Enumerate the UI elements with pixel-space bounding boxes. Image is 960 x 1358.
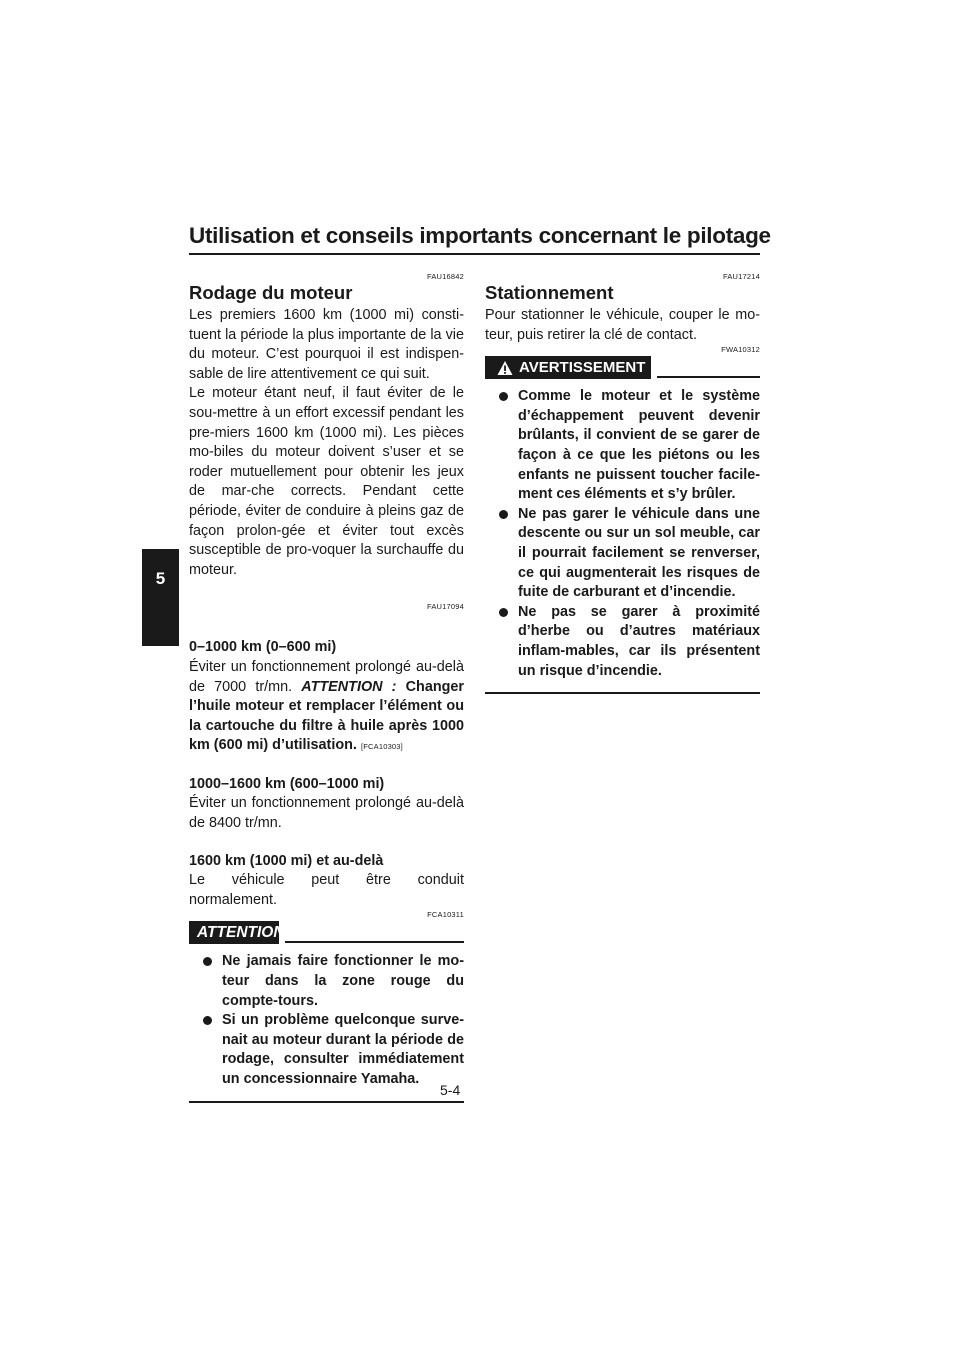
ref-code: FAU17214 xyxy=(722,272,760,281)
list-item-text: Si un problème quelconque surve-nait au moteur durant la période de rodage, consulter immédiatement un concessionnaire Yamaha. xyxy=(222,1012,464,1087)
header-rule xyxy=(189,253,760,255)
paragraph: Le véhicule peut être conduit normalement. xyxy=(189,872,464,908)
attention-banner: ATTENTION xyxy=(189,921,279,944)
warning-triangle-icon xyxy=(497,360,513,376)
bullet-icon xyxy=(203,1016,212,1025)
attention-inline-text: Changer l’huile moteur et remplacer l’élément ou la cartouche du filtre à huile après 1000 km (600 mi) d’utilisation. xyxy=(189,678,465,754)
paragraph: Éviter un fonctionnement prolongé au-delà de 8400 tr/mn. xyxy=(189,795,464,832)
text: Éviter un fonctionnement prolongé au-delà de 7000 tr/mn. xyxy=(189,658,464,695)
attention-inline-label: ATTENTION : xyxy=(301,678,397,695)
list-item xyxy=(485,505,760,603)
banner-line xyxy=(285,941,464,943)
end-rule xyxy=(189,1101,464,1103)
paragraph: Pour stationner le véhicule, couper le mo-teur, puis retirer la clé de contact. xyxy=(485,307,760,343)
left-column xyxy=(189,272,464,1103)
warning-label: AVERTISSEMENT xyxy=(519,359,646,377)
list-item xyxy=(189,952,464,1011)
list-item-text: Ne pas se garer à proximité d’herbe ou d’autres matériaux inflam-mables, car ils présentent un risque d’incendie. xyxy=(518,603,760,679)
bullet-icon xyxy=(499,608,508,617)
bullet-icon xyxy=(499,510,508,519)
attention-list xyxy=(189,952,464,1089)
ref-code: [FCA10303] xyxy=(360,742,403,752)
warning-list xyxy=(485,387,760,681)
bullet-icon xyxy=(499,392,508,401)
list-item-text: Ne jamais faire fonctionner le mo-teur dans la zone rouge du compte-tours. xyxy=(222,953,464,1009)
list-item xyxy=(485,603,760,681)
paragraph: Les premiers 1600 km (1000 mi) consti-tuent la période la plus importante de la vie du moteur. C’est pourquoi il est indispen-sable de lire attentivement ce qui suit. xyxy=(189,307,464,382)
warning-header xyxy=(485,356,760,379)
paragraph: Le moteur étant neuf, il faut éviter de le sou-mettre à un effort excessif pendant les pre-miers 1600 km (1000 mi). Les pièces mo-biles du moteur doivent s’user et se roder mutuellement pour obtenir les jeux de mar-che corrects. Pendant cette période, éviter de conduire à pleins gaz de façon prolon-gée et éviter tout excès susceptible de pro-voquer la surchauffe du moteur. xyxy=(189,385,464,578)
warning-banner xyxy=(485,356,651,379)
list-item xyxy=(189,1011,464,1089)
ref-code: FCA10311 xyxy=(427,910,464,920)
subheading-1000-1600: 1000–1600 km (600–1000 mi) xyxy=(189,775,385,792)
banner-line xyxy=(657,376,760,378)
page-number: 5-4 xyxy=(440,1082,461,1098)
list-item xyxy=(485,387,760,505)
list-item-text: Comme le moteur et le système d’échappement peuvent devenir brûlants, il convient de se garer de façon à ce que les piétons ou les enfants ne puissent toucher facile-ment ces éléments et s’y brûler. xyxy=(518,388,760,503)
chapter-tab: 5 xyxy=(142,549,179,646)
list-item-text: Ne pas garer le véhicule dans une descente ou sur un sol meuble, car il pourrait facilement se renverser, ce qui augmenterait les risques de fuite de carburant et d’incendie. xyxy=(518,505,760,601)
ref-code: FWA10312 xyxy=(721,345,760,355)
subheading-1600-plus: 1600 km (1000 mi) et au-delà xyxy=(189,852,384,869)
section-heading-rodage: Rodage du moteur xyxy=(189,282,353,303)
ref-code: FAU17094 xyxy=(426,602,464,612)
bullet-icon xyxy=(203,957,212,966)
paragraph-0-1000 xyxy=(189,658,464,757)
right-column xyxy=(485,272,760,694)
page-title: Utilisation et conseils importants concernant le pilotage xyxy=(189,223,771,248)
ref-code: FAU16842 xyxy=(426,272,464,281)
section-heading-stationnement: Stationnement xyxy=(485,282,614,303)
end-rule xyxy=(485,692,760,694)
subheading-0-1000: 0–1000 km (0–600 mi) xyxy=(189,639,337,656)
attention-header xyxy=(189,921,464,944)
